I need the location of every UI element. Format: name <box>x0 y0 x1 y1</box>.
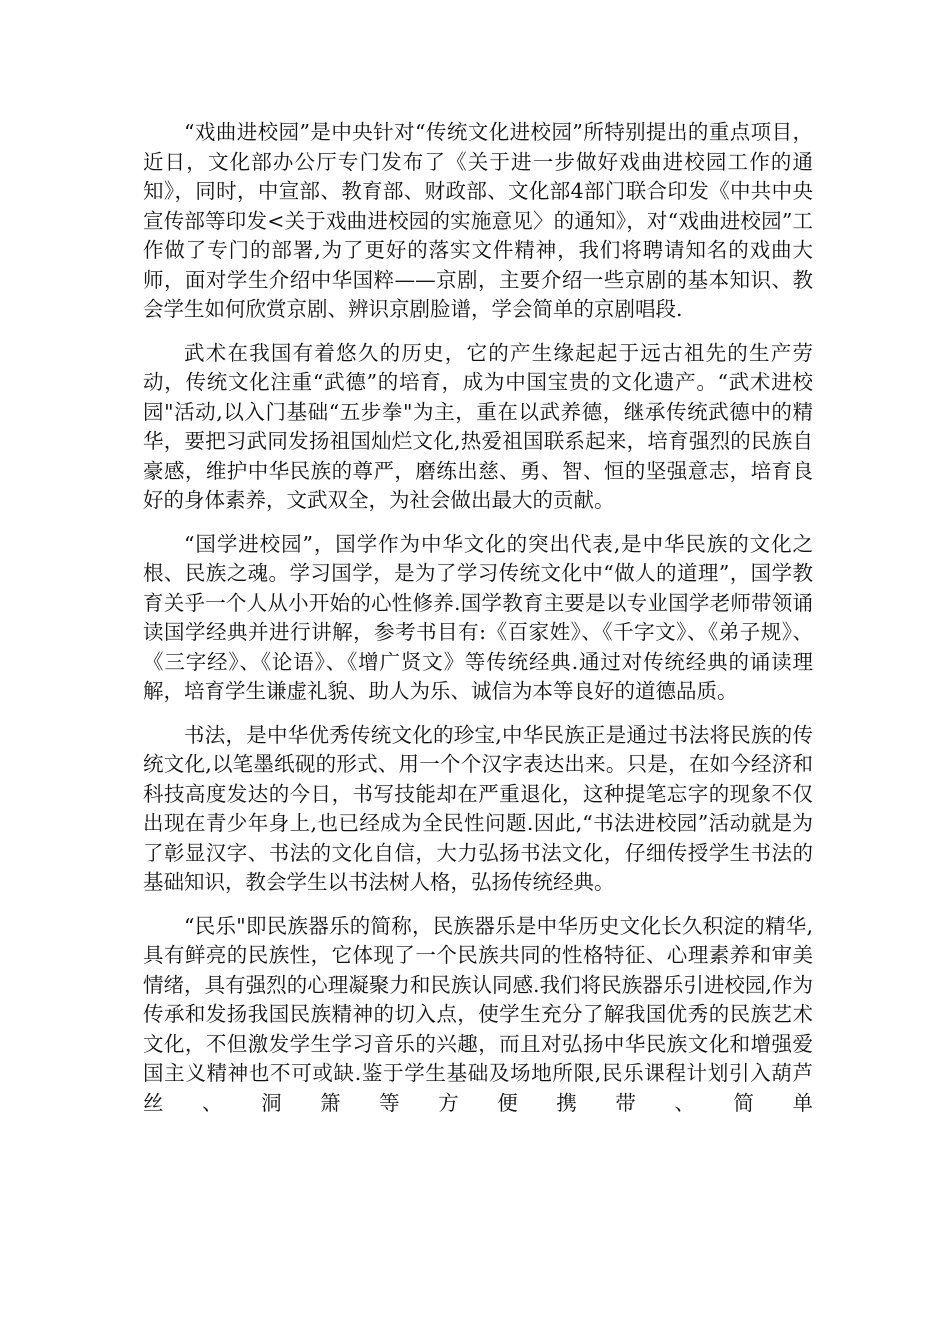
paragraph-martial-arts: 武术在我国有着悠久的历史，它的产生缘起起于远古祖先的生产劳动，传统文化注重“武德”的培育，成为中国宝贵的文化遗产。“武术进校园"活动,以入门基础“五步拳"为主，重在以武养德，继承传统武德中的精华，要把习武同发扬祖国灿烂文化,热爱祖国联系起来，培育强烈的民族自豪感，维护中华民族的尊严，磨练出慈、勇、智、恒的坚强意志，培育良好的身体素养，文武双全，为社会做出最大的贡献。 <box>143 340 813 512</box>
paragraph-calligraphy: 书法，是中华优秀传统文化的珍宝,中华民族正是通过书法将民族的传统文化,以笔墨纸砚的形式、用一个个汉字表达出来。只是，在如今经济和科技高度发达的今日，书写技能却在严重退化，这种提笔忘字的现象不仅出现在青少年身上,也已经成为全民性问题.因此,“书法进校园”活动就是为了彰显汉字、书法的文化自信，大力弘扬书法文化，仔细传授学生书法的基础知识，教会学生以书法树人格，弘扬传统经典。 <box>143 722 813 894</box>
paragraph-folk-music: “民乐"即民族器乐的简称，民族器乐是中华历史文化长久积淀的精华,具有鲜亮的民族性，它体现了一个民族共同的性格特征、心理素养和审美情绪，具有强烈的心理凝聚力和民族认同感.我们将民族器乐引进校园,作为传承和发扬我国民族精神的切入点，使学生充分了解我国优秀的民族艺术文化，不但激发学生学习音乐的兴趣，而且对弘扬中华民族文化和增强爱国主义精神也不可或缺.鉴于学生基础及场地所限,民乐课程计划引入葫芦丝、洞箫等方便携带、简单 <box>143 913 813 1115</box>
paragraph-sinology: “国学进校园”，国学作为中华文化的突出代表,是中华民族的文化之根、民族之魂。学习国学，是为了学习传统文化中“做人的道理”，国学教育关乎一个人从小开始的心性修养.国学教育主要是以专业国学老师带领诵读国学经典并进行讲解，参考书目有:《百家姓》、《千字文》、《弟子规》、《三字经》、《论语》、《增广贤文》等传统经典.通过对传统经典的诵读理解，培育学生谦虚礼貌、助人为乐、诚信为本等良好的道德品质。 <box>143 531 813 703</box>
document-body <box>143 118 813 1132</box>
paragraph-opera: “戏曲进校园”是中央针对“传统文化进校园”所特别提出的重点项目，近日，文化部办公厅专门发布了《关于进一步做好戏曲进校园工作的通知》，同时，中宣部、教育部、财政部、文化部4部门联合印发《中共中央宣传部等印发<关于戏曲进校园的实施意见〉的通知》，对“戏曲进校园”工作做了专门的部署,为了更好的落实文件精神，我们将聘请知名的戏曲大师，面对学生介绍中华国粹——京剧，主要介绍一些京剧的基本知识、教会学生如何欣赏京剧、辨识京剧脸谱，学会简单的京剧唱段. <box>143 120 813 321</box>
